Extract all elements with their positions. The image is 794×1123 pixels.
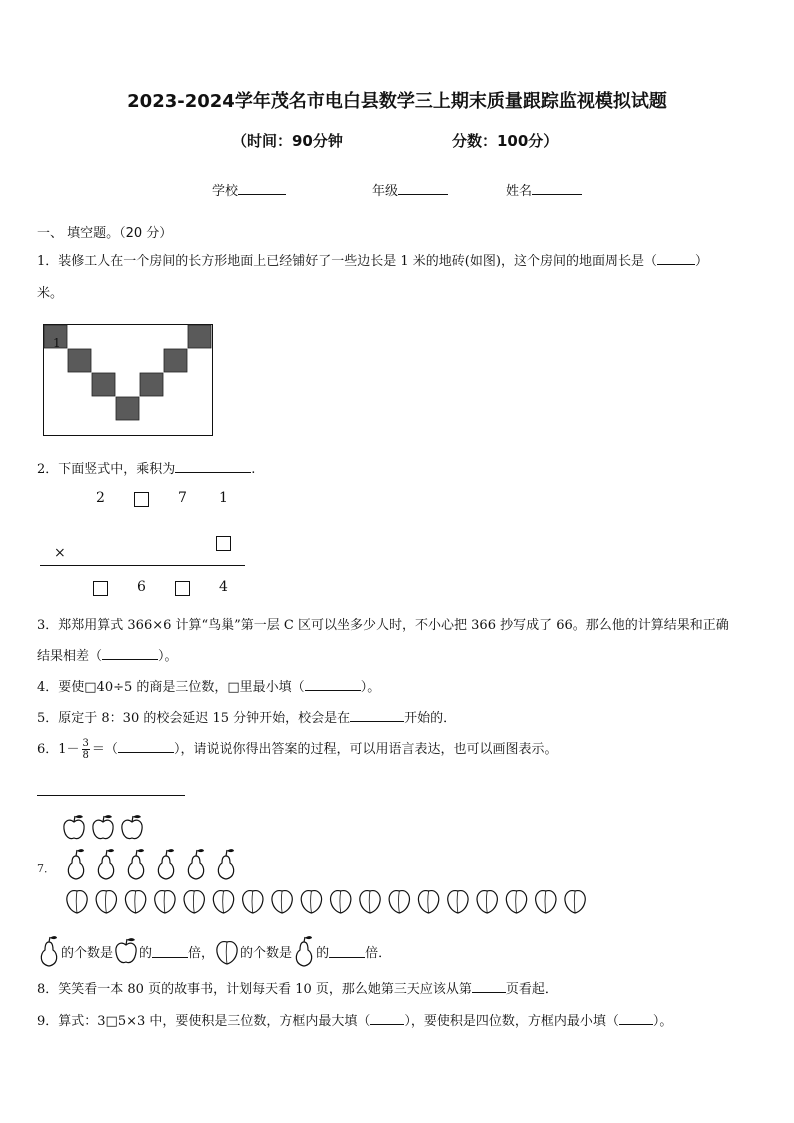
peach-icon <box>272 891 292 913</box>
answer-blank[interactable] <box>152 945 188 958</box>
digit-box[interactable] <box>134 492 149 507</box>
pear-icon <box>68 849 84 879</box>
digit: 2 <box>96 490 105 506</box>
floor-tile <box>116 397 139 420</box>
pear-icon <box>98 849 114 879</box>
peach-icon <box>448 891 468 913</box>
question-3-line2: 结果相差（ ）。 <box>37 649 178 664</box>
digit-box[interactable] <box>175 581 190 596</box>
question-2: 2．下面竖式中，乘积为 . <box>37 462 256 477</box>
peach-icon <box>418 891 438 913</box>
pear-icon <box>128 849 144 879</box>
question-5: 5．原定于 8：30 的校会延迟 15 分钟开始，校会是在 开始的． <box>37 711 457 726</box>
times-sign: × <box>54 545 66 561</box>
peach-icon <box>214 936 240 966</box>
apple-icon <box>93 815 113 838</box>
answer-blank[interactable] <box>472 980 506 993</box>
time-label: （时间：90分钟 <box>232 132 343 150</box>
school-field[interactable]: 学校 <box>212 180 286 199</box>
tile-size-label: 1 <box>53 336 61 350</box>
score-label: 分数：100分） <box>452 132 559 150</box>
apple-icon <box>64 815 84 838</box>
answer-blank[interactable] <box>657 252 695 265</box>
question-7: 的个数是 的 倍， 的个数是 的 倍． <box>37 934 391 968</box>
peach-icon <box>184 891 204 913</box>
question-9: 9．算式：3□5×3 中，要使积是三位数，方框内最大填（ ），要使积是四位数，方框内最小填（ ）。 <box>37 1014 673 1029</box>
answer-blank[interactable] <box>350 709 404 722</box>
floor-tile <box>68 349 91 372</box>
peach-icon <box>67 891 87 913</box>
answer-line[interactable] <box>37 795 185 796</box>
digit: 4 <box>219 579 228 595</box>
question-1-unit: 米。 <box>37 286 64 301</box>
pear-icon <box>292 934 316 968</box>
answer-blank[interactable] <box>619 1012 653 1025</box>
peach-icon <box>389 891 409 913</box>
calc-line <box>40 565 245 566</box>
peach-icon <box>243 891 263 913</box>
fruit-svg <box>40 810 600 920</box>
question-3: 3．郑郑用算式 366×6 计算“鸟巢”第一层 C 区可以坐多少人时，不小心把 366 抄写成了 66。那么他的计算结果和正确 <box>37 618 729 633</box>
pear-icon <box>188 849 204 879</box>
pear-icon <box>37 934 61 968</box>
floor-tile <box>164 349 187 372</box>
peach-icon <box>301 891 321 913</box>
peach-icon <box>565 891 585 913</box>
answer-blank[interactable] <box>118 740 174 753</box>
question-7-label: 7． <box>37 862 55 875</box>
question-4: 4．要使□40÷5 的商是三位数，□里最小填（ ）。 <box>37 680 381 695</box>
peach-icon <box>536 891 556 913</box>
digit: 1 <box>219 490 228 506</box>
answer-blank[interactable] <box>102 647 158 660</box>
floor-tile <box>92 373 115 396</box>
question-8: 8．笑笑看一本 80 页的故事书，计划每天看 10 页，那么她第三天应该从第 页看起． <box>37 982 558 997</box>
peach-icon <box>155 891 175 913</box>
answer-blank[interactable] <box>370 1012 404 1025</box>
digit: 7 <box>178 490 187 506</box>
fraction: $\frac{3}{8}$ <box>82 738 89 761</box>
peach-icon <box>331 891 351 913</box>
digit-box[interactable] <box>216 536 231 551</box>
question-6: 6．1－ $\frac{3}{8}$ ＝（ ），请说说你得出答案的过程，可以用语言表达，也可以画图表示。 <box>37 738 558 761</box>
digit: 6 <box>137 579 146 595</box>
answer-blank[interactable] <box>305 678 361 691</box>
peach-icon <box>506 891 526 913</box>
answer-blank[interactable] <box>175 460 251 473</box>
apple-icon <box>122 815 142 838</box>
fruit-picture <box>40 810 600 920</box>
peach-icon <box>360 891 380 913</box>
peach-icon <box>125 891 145 913</box>
floor-tile <box>140 373 163 396</box>
page-title: 2023-2024学年茂名市电白县数学三上期末质量跟踪监视模拟试题 <box>127 91 667 112</box>
section-heading: 一、 填空题。（20 分） <box>37 226 173 241</box>
apple-icon <box>113 936 139 966</box>
grade-field[interactable]: 年级 <box>372 180 448 199</box>
question-1: 1．装修工人在一个房间的长方形地面上已经铺好了一些边长是 1 米的地砖(如图)，这个房间的地面周长是（ ） <box>37 254 708 269</box>
answer-blank[interactable] <box>329 945 365 958</box>
peach-icon <box>213 891 233 913</box>
peach-icon <box>477 891 497 913</box>
pear-icon <box>158 849 174 879</box>
tile-floor-svg <box>43 324 213 436</box>
tile-floor-diagram <box>43 324 213 436</box>
pear-icon <box>218 849 234 879</box>
floor-tile <box>188 325 211 348</box>
digit-box[interactable] <box>93 581 108 596</box>
name-field[interactable]: 姓名 <box>506 180 582 199</box>
peach-icon <box>96 891 116 913</box>
